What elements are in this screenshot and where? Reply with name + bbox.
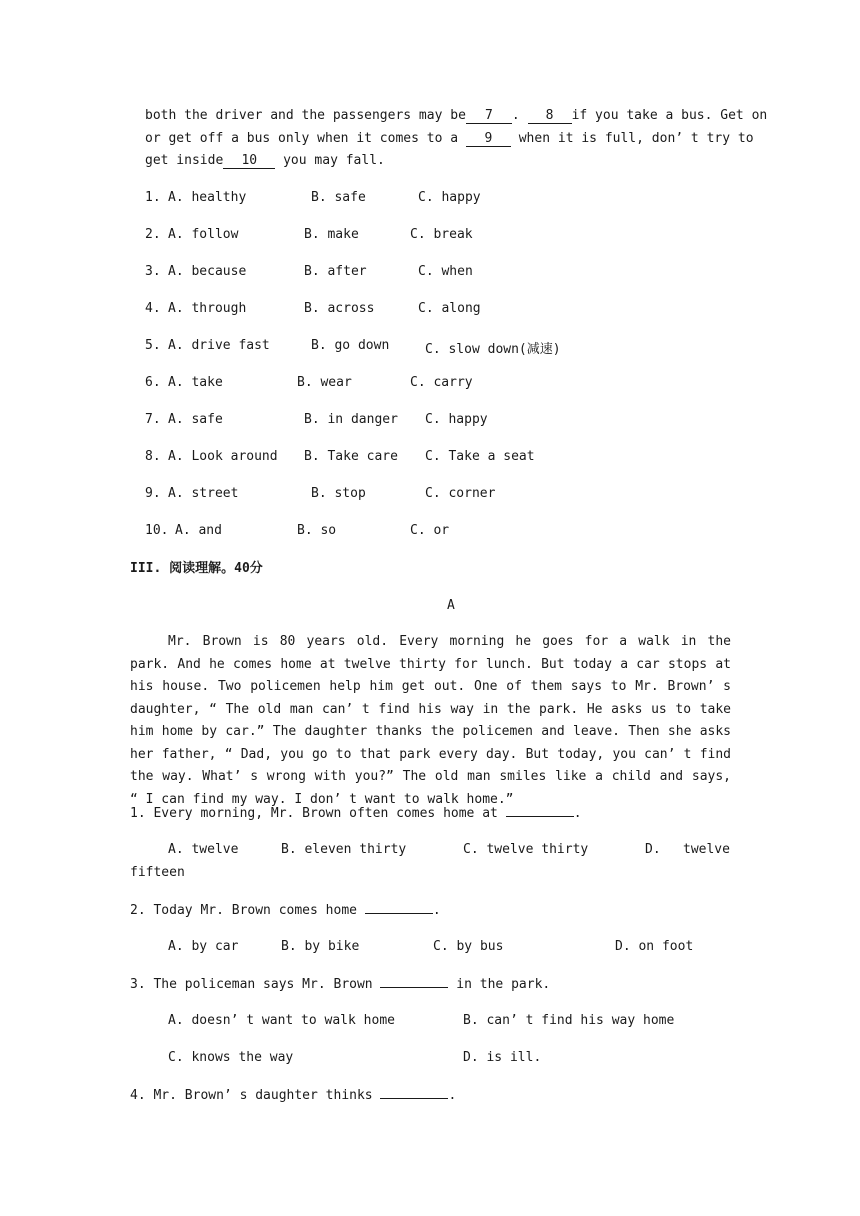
question-stem: 1. Every morning, Mr. Brown often comes home at [130,806,498,821]
reading-passage [130,631,731,811]
option-c: C. or [410,523,450,538]
option-a: A. drive fast [168,338,270,353]
choice-a: A. doesn’ t want to walk home [168,1013,395,1028]
option-number: 3. [145,264,161,279]
passage-text: Mr. Brown is 80 years old. Every morning he goes for a walk in the park. And he comes home at twelve thirty for lunch. But today a car stops at his house. Two policemen help him get out. One of them says to Mr. Brown’ s daughter, “ The old man can’ t find his way in the park. He asks us to take him home by car.” The daughter thanks the policemen and leave. Then she asks her father, “ Dad, you go to that park every day. But today, you can’ t find the way. What’ s wrong with you?” The old man smiles like a child and says, “ I can find my way. I don’ t want to walk home.” [130,634,731,807]
option-c: C. happy [425,412,488,427]
option-c: C. when [418,264,473,279]
option-c: C. slow down(减速) [425,342,561,357]
intro-text: get inside [145,153,224,168]
option-a: A. because [168,264,247,279]
question-4 [130,1087,456,1105]
answer-blank [380,1098,448,1099]
blank-9: 9 [466,131,511,147]
option-number: 6. [145,375,161,390]
option-a: A. through [168,301,247,316]
question-end: . [432,903,441,918]
question-stem: 2. Today Mr. Brown comes home [130,903,357,918]
question-1 [130,805,582,823]
answer-blank [365,913,433,914]
answer-blank [380,987,448,988]
option-c: C. along [418,301,481,316]
blank-7: 7 [466,108,512,124]
intro-text: both the driver and the passengers may be [145,108,466,123]
option-c: C. break [410,227,473,242]
question-end: in the park. [456,977,551,992]
question-3 [130,976,550,994]
option-number: 4. [145,301,161,316]
intro-text: when it is full, don’ t try to [518,131,754,146]
question-2 [130,902,441,920]
question-end: . [448,1088,457,1103]
choice-c: C. twelve thirty [463,842,589,857]
option-number: 8. [145,449,161,464]
choice-d-label: D. [645,842,661,857]
option-b: B. stop [311,486,366,501]
option-a: A. Look around [168,449,278,464]
option-a: A. street [168,486,239,501]
blank-8: 8 [528,108,572,124]
question-end: . [573,806,582,821]
option-number: 10. [145,523,169,538]
choice-a: A. twelve [168,842,239,857]
blank-10: 10 [223,153,275,169]
option-b: B. safe [311,190,366,205]
choice-d: D. on foot [615,939,694,954]
intro-text: . [511,108,520,123]
intro-line-1 [145,107,767,125]
choice-b: B. eleven thirty [281,842,407,857]
option-c: C. carry [410,375,473,390]
option-b: B. go down [311,338,390,353]
option-b: B. across [304,301,375,316]
choice-d: D. is ill. [463,1050,542,1065]
choice-d-wrap: fifteen [130,865,185,880]
option-b: B. after [304,264,367,279]
passage-label: A [447,598,455,613]
option-a: A. safe [168,412,223,427]
option-number: 7. [145,412,161,427]
question-stem: 3. The policeman says Mr. Brown [130,977,373,992]
choice-b: B. by bike [281,939,360,954]
intro-text: you may fall. [283,153,385,168]
choice-c: C. knows the way [168,1050,294,1065]
answer-blank [506,816,574,817]
section-heading: III. 阅读理解。40分 [130,561,263,576]
option-c: C. corner [425,486,496,501]
intro-line-3 [145,152,385,170]
choice-a: A. by car [168,939,239,954]
intro-line-2 [145,130,754,148]
option-a: A. and [175,523,222,538]
option-b: B. Take care [304,449,398,464]
option-c: C. Take a seat [425,449,535,464]
option-b: B. in danger [304,412,398,427]
choice-b: B. can’ t find his way home [463,1013,675,1028]
option-c: C. happy [418,190,481,205]
intro-text: or get off a bus only when it comes to a [145,131,459,146]
option-number: 1. [145,190,161,205]
choice-d-text: twelve [683,842,730,857]
choice-c: C. by bus [433,939,504,954]
option-number: 2. [145,227,161,242]
option-number: 9. [145,486,161,501]
option-b: B. wear [297,375,352,390]
option-b: B. so [297,523,337,538]
question-stem: 4. Mr. Brown’ s daughter thinks [130,1088,373,1103]
option-a: A. follow [168,227,239,242]
intro-text: if you take a bus. Get on [571,108,768,123]
option-b: B. make [304,227,359,242]
option-number: 5. [145,338,161,353]
option-a: A. healthy [168,190,247,205]
option-a: A. take [168,375,223,390]
